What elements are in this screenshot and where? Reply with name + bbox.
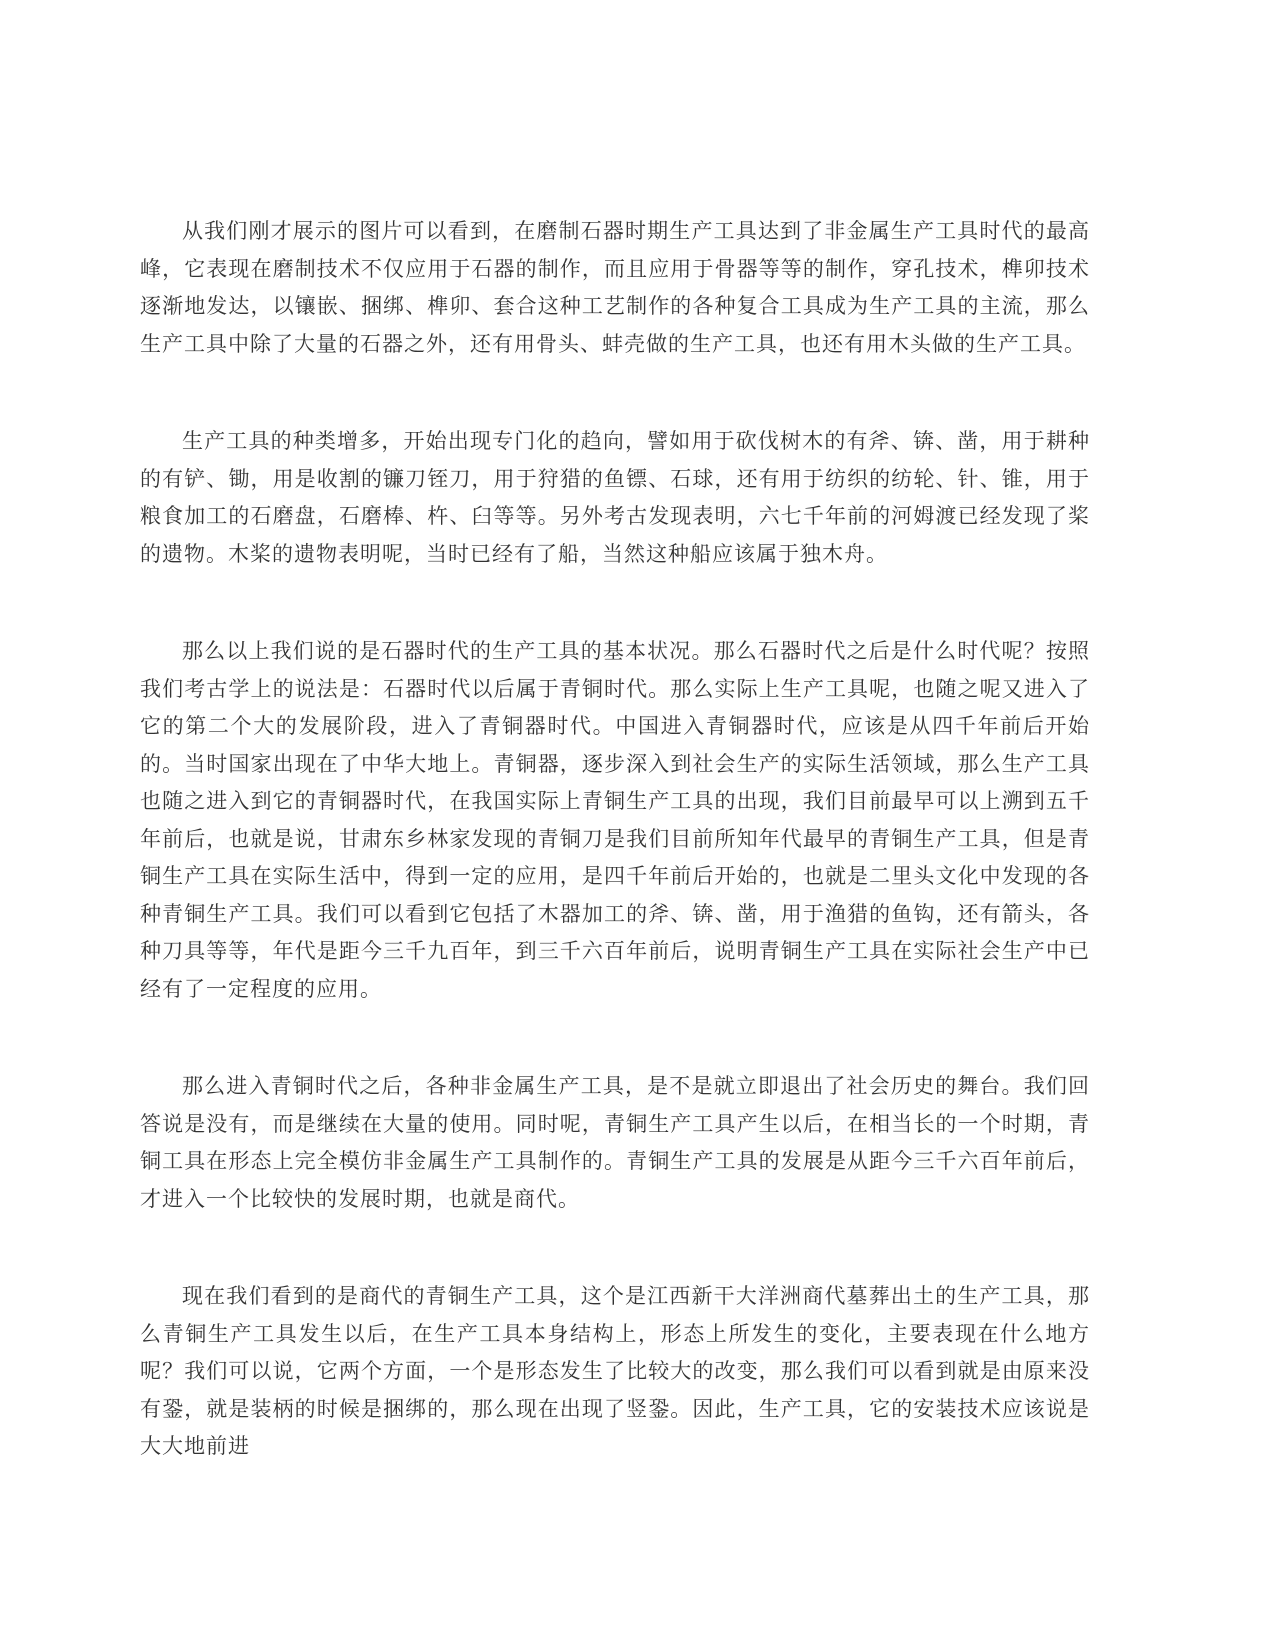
paragraph: 现在我们看到的是商代的青铜生产工具，这个是江西新干大洋洲商代墓葬出土的生产工具，那么青铜生产工具发生以后，在生产工具本身结构上，形态上所发生的变化，主要表现在什么地方呢？我们可以说，它两个方面，一个是形态发生了比较大的改变，那么我们可以看到就是由原来没有銎，就是装柄的时候是捆绑的，那么现在出现了竖銎。因此，生产工具，它的安装技术应该说是大大地前进 (140, 1284, 1090, 1458)
paragraph: 从我们刚才展示的图片可以看到，在磨制石器时期生产工具达到了非金属生产工具时代的最高峰，它表现在磨制技术不仅应用于石器的制作，而且应用于骨器等等的制作，穿孔技术，榫卯技术逐渐地发达，以镶嵌、捆绑、榫卯、套合这种工艺制作的各种复合工具成为生产工具的主流，那么生产工具中除了大量的石器之外，还有用骨头、蚌壳做的生产工具，也还有用木头做的生产工具。 (140, 219, 1090, 356)
paragraph: 那么以上我们说的是石器时代的生产工具的基本状况。那么石器时代之后是什么时代呢？按照我们考古学上的说法是：石器时代以后属于青铜时代。那么实际上生产工具呢，也随之呢又进入了它的第二个大的发展阶段，进入了青铜器时代。中国进入青铜器时代，应该是从四千年前后开始的。当时国家出现在了中华大地上。青铜器，逐步深入到社会生产的实际生活领域，那么生产工具也随之进入到它的青铜器时代，在我国实际上青铜生产工具的出现，我们目前最早可以上溯到五千年前后，也就是说，甘肃东乡林家发现的青铜刀是我们目前所知年代最早的青铜生产工具，但是青铜生产工具在实际生活中，得到一定的应用，是四千年前后开始的，也就是二里头文化中发现的各种青铜生产工具。我们可以看到它包括了木器加工的斧、锛、凿，用于渔猎的鱼钩，还有箭头，各种刀具等等，年代是距今三千九百年，到三千六百年前后，说明青铜生产工具在实际社会生产中已经有了一定程度的应用。 (140, 639, 1090, 1001)
document-body (140, 213, 1090, 1466)
paragraph: 那么进入青铜时代之后，各种非金属生产工具，是不是就立即退出了社会历史的舞台。我们回答说是没有，而是继续在大量的使用。同时呢，青铜生产工具产生以后，在相当长的一个时期，青铜工具在形态上完全模仿非金属生产工具制作的。青铜生产工具的发展是从距今三千六百年前后，才进入一个比较快的发展时期，也就是商代。 (140, 1074, 1090, 1211)
paragraph: 生产工具的种类增多，开始出现专门化的趋向，譬如用于砍伐树木的有斧、锛、凿，用于耕种的有铲、锄，用是收割的镰刀铚刀，用于狩猎的鱼镖、石球，还有用于纺织的纺轮、针、锥，用于粮食加工的石磨盘，石磨棒、杵、臼等等。另外考古发现表明，六七千年前的河姆渡已经发现了桨的遗物。木桨的遗物表明呢，当时已经有了船，当然这种船应该属于独木舟。 (140, 429, 1090, 566)
